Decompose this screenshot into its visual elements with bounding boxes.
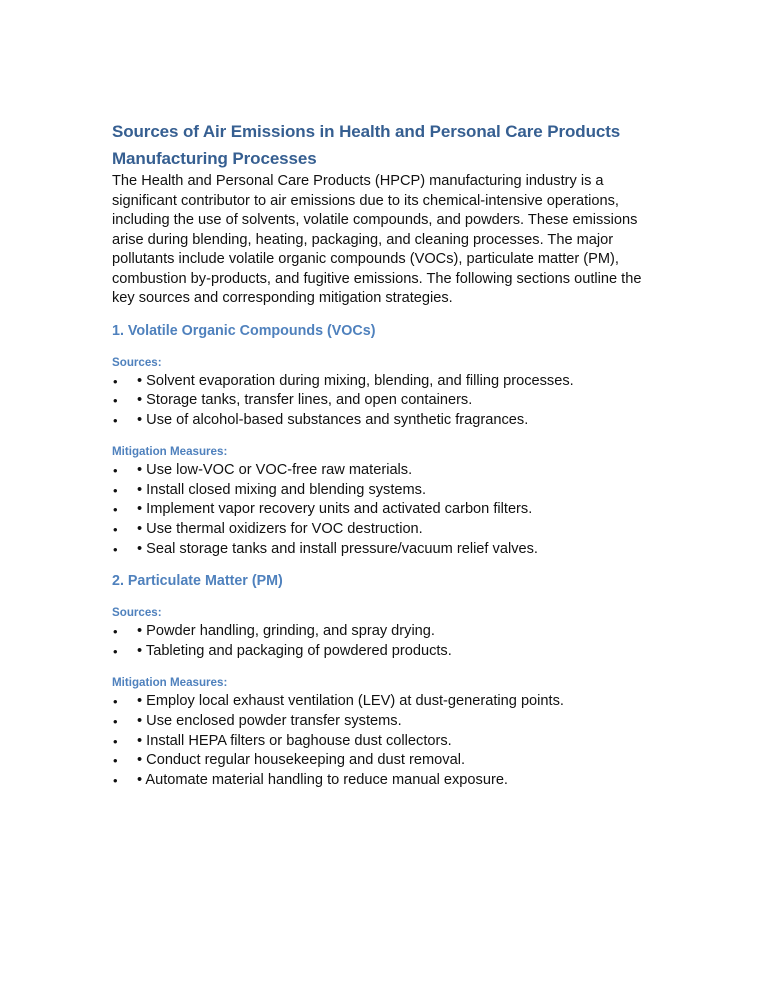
list-item-text: • Use of alcohol-based substances and synthetic fragrances. (137, 411, 529, 428)
mitigation-label: Mitigation Measures: (112, 676, 228, 690)
list-item (112, 732, 652, 752)
list-item (112, 692, 652, 712)
sources-list (112, 372, 652, 431)
bullet-icon: • (113, 502, 118, 518)
intro-paragraph: The Health and Personal Care Products (HPCP) manufacturing industry is a significant contributor to air emissions due to its chemical-intensive operations, including the use of solvents, volatile compounds, and powders. These emissions arise during blending, heating, packaging, and cleaning processes. The major pollutants include volatile organic compounds (VOCs), particulate matter (PM), combustion by-products, and fugitive emissions. The following sections outline the key sources and corresponding mitigation strategies. (112, 173, 642, 306)
bullet-icon: • (113, 393, 118, 409)
bullet-icon: • (113, 753, 118, 769)
section-vocs (112, 321, 652, 560)
list-item (112, 372, 652, 392)
list-item-text: • Tableting and packaging of powdered products. (137, 642, 452, 659)
bullet-icon: • (113, 522, 118, 538)
list-item (112, 540, 652, 560)
section-heading: 2. Particulate Matter (PM) (112, 573, 283, 590)
list-item (112, 771, 652, 791)
list-item (112, 751, 652, 771)
list-item (112, 500, 652, 520)
list-item (112, 520, 652, 540)
list-item-text: • Use thermal oxidizers for VOC destruction. (137, 521, 423, 538)
bullet-icon: • (113, 541, 118, 557)
list-item (112, 622, 652, 642)
mitigation-list (112, 461, 652, 559)
document-page (112, 118, 652, 790)
page-title: Sources of Air Emissions in Health and Personal Care Products Manufacturing Processes (112, 122, 621, 168)
list-item-text: • Storage tanks, transfer lines, and open containers. (137, 392, 473, 409)
list-item (112, 411, 652, 431)
sources-label: Sources: (112, 355, 162, 369)
bullet-icon: • (113, 643, 118, 659)
list-item (112, 642, 652, 662)
list-item-text: • Conduct regular housekeeping and dust removal. (137, 752, 465, 769)
mitigation-label: Mitigation Measures: (112, 445, 228, 459)
mitigation-list (112, 692, 652, 790)
list-item-text: • Solvent evaporation during mixing, blending, and filling processes. (137, 372, 574, 389)
section-particulate-matter (112, 571, 652, 790)
list-item-text: • Use enclosed powder transfer systems. (137, 713, 402, 730)
list-item-text: • Install closed mixing and blending systems. (137, 481, 427, 498)
list-item-text: • Powder handling, grinding, and spray drying. (137, 623, 435, 640)
bullet-icon: • (113, 624, 118, 640)
bullet-icon: • (113, 733, 118, 749)
list-item-text: • Seal storage tanks and install pressure/vacuum relief valves. (137, 540, 538, 557)
section-heading: 1. Volatile Organic Compounds (VOCs) (112, 322, 376, 339)
bullet-icon: • (113, 772, 118, 788)
sources-label: Sources: (112, 606, 162, 620)
list-item (112, 481, 652, 501)
list-item-text: • Use low-VOC or VOC-free raw materials. (137, 462, 413, 479)
bullet-icon: • (113, 373, 118, 389)
bullet-icon: • (113, 412, 118, 428)
list-item (112, 461, 652, 481)
bullet-icon: • (113, 694, 118, 710)
list-item-text: • Implement vapor recovery units and activated carbon filters. (137, 501, 533, 518)
list-item (112, 391, 652, 411)
sources-list (112, 622, 652, 661)
bullet-icon: • (113, 482, 118, 498)
list-item-text: • Employ local exhaust ventilation (LEV) at dust-generating points. (137, 693, 564, 710)
list-item-text: • Automate material handling to reduce manual exposure. (137, 771, 508, 788)
list-item-text: • Install HEPA filters or baghouse dust collectors. (137, 732, 452, 749)
list-item (112, 712, 652, 732)
bullet-icon: • (113, 714, 118, 730)
bullet-icon: • (113, 463, 118, 479)
